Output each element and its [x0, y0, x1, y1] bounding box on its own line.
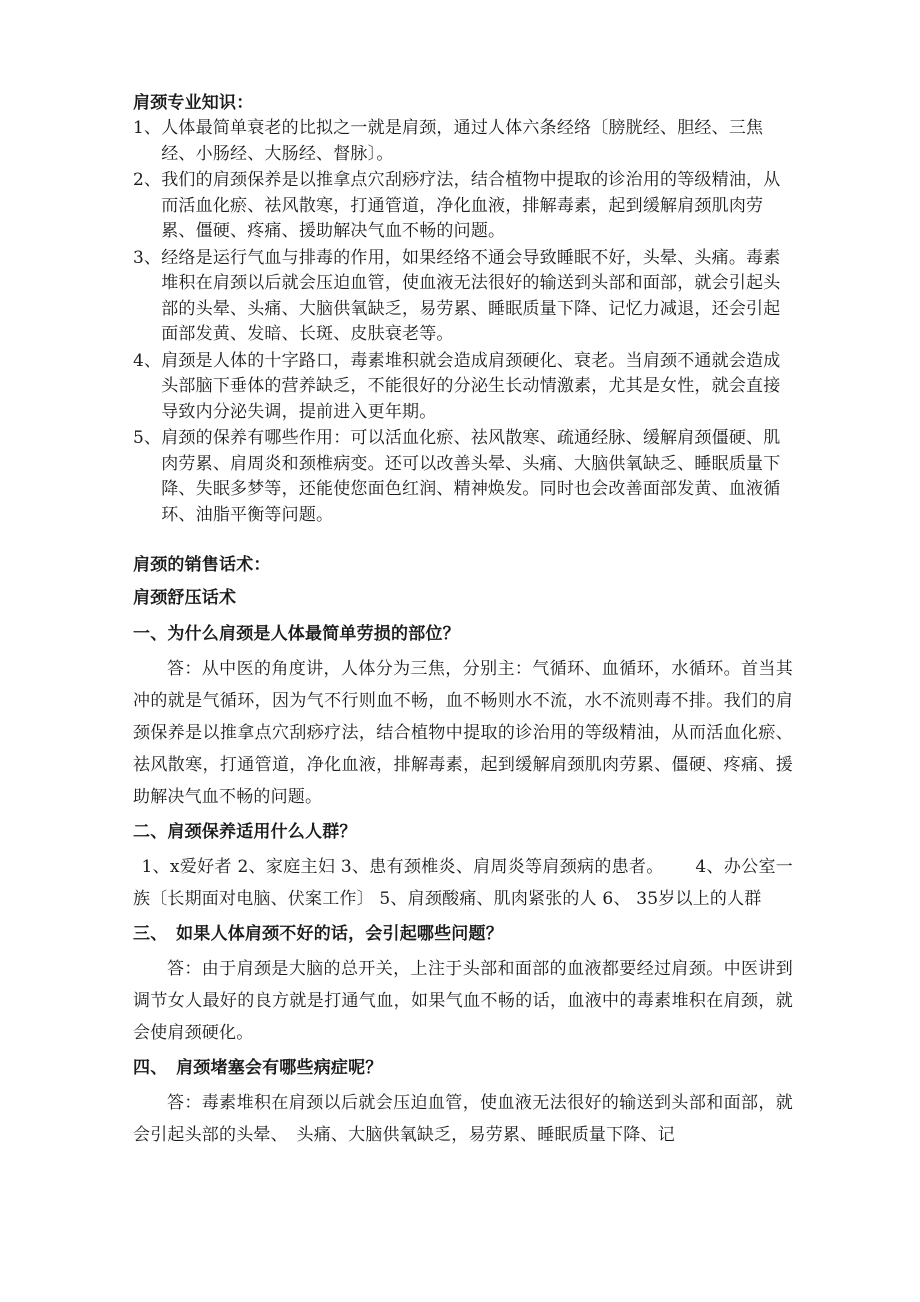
list-item-number: 2、 [133, 170, 162, 190]
qa-block [133, 621, 793, 813]
document-content [133, 90, 793, 1151]
list-item [133, 246, 793, 348]
question-heading: 三、 如果人体肩颈不好的话，会引起哪些问题？ [133, 924, 503, 944]
question-heading: 一、为什么肩颈是人体最简单劳损的部位？ [133, 624, 460, 644]
list-item-number: 4、 [133, 350, 162, 371]
list-item [133, 168, 793, 245]
list-item-number: 1、 [133, 118, 162, 138]
qa-block [133, 1055, 793, 1151]
list-item [133, 426, 793, 528]
list-item-number: 3、 [133, 247, 162, 268]
list-item [133, 349, 793, 426]
section-title-sales: 肩颈的销售话术： [133, 555, 271, 575]
answer-paragraph: 答：毒素堆积在肩颈以后就会压迫血管，使血液无法很好的输送到头部和面部，就会引起头部的头晕、 头痛、大脑供氧缺乏，易劳累、睡眠质量下降、记 [133, 1093, 793, 1145]
answer-paragraph: 答：由于肩颈是大脑的总开关，上注于头部和面部的血液都要经过肩颈。中医讲到调节女人最好的良方就是打通气血，如果气血不畅的话，血液中的毒素堆积在肩颈，就会使肩颈硬化。 [133, 959, 793, 1043]
section-spacer [133, 529, 793, 549]
list-item-text: 我们的肩颈保养是以推拿点穴刮痧疗法，结合植物中提取的诊治用的等级精油，从而活血化瘀、祛风散寒，打通管道，净化血液，排解毒素，起到缓解肩颈肌肉劳累、僵硬、疼痛、援助解决气血不畅的问题。 [161, 170, 781, 241]
question-heading: 四、 肩颈堵塞会有哪些病症呢？ [133, 1058, 383, 1078]
list-item [133, 116, 793, 167]
answer-paragraph: 1、x爱好者 2、家庭主妇 3、患有颈椎炎、肩周炎等肩颈病的患者。 4、办公室一族〔长期面对电脑、伏案工作〕 5、肩颈酸痛、肌肉紧张的人 6、 35岁以上的人群 [133, 857, 793, 909]
list-item-text: 经络是运行气血与排毒的作用，如果经络不通会导致睡眠不好，头晕、头痛。毒素堆积在肩颈以后就会压迫血管，使血液无法很好的输送到头部和面部，就会引起头部的头晕、头痛、大脑供氧缺乏，易劳累、睡眠质量下降、记忆力减退，还会引起面部发黄、发暗、长斑、皮肤衰老等。 [161, 247, 781, 344]
knowledge-list [133, 116, 793, 528]
qa-block [133, 819, 793, 915]
list-item-number: 5、 [133, 428, 162, 448]
question-heading: 二、肩颈保养适用什么人群？ [133, 822, 357, 842]
section-title-knowledge: 肩颈专业知识： [133, 93, 254, 113]
qa-block [133, 921, 793, 1049]
list-item-text: 人体最简单衰老的比拟之一就是肩颈，通过人体六条经络〔膀胱经、胆经、三焦经、小肠经、大肠经、督脉〕。 [161, 118, 764, 164]
section-subtitle: 肩颈舒压话术 [133, 588, 237, 608]
list-item-text: 肩颈的保养有哪些作用：可以活血化瘀、祛风散寒、疏通经脉、缓解肩颈僵硬、肌肉劳累、肩周炎和颈椎病变。还可以改善头晕、头痛、大脑供氧缺乏、睡眠质量下降、失眠多梦等，还能使您面色红润、精神焕发。同时也会改善面部发黄、血液循环、油脂平衡等问题。 [161, 428, 781, 525]
answer-paragraph: 答：从中医的角度讲，人体分为三焦，分别主：气循环、血循环，水循环。首当其冲的就是气循环，因为气不行则血不畅，血不畅则水不流，水不流则毒不排。我们的肩颈保养是以推拿点穴刮痧疗法，结合植物中提取的诊治用的等级精油，从而活血化瘀、祛风散寒，打通管道，净化血液，排解毒素，起到缓解肩颈肌肉劳累、僵硬、疼痛、援助解决气血不畅的问题。 [133, 659, 793, 807]
list-item-text: 肩颈是人体的十字路口，毒素堆积就会造成肩颈硬化、衰老。当肩颈不通就会造成头部脑下垂体的营养缺乏，不能很好的分泌生长动情激素，尤其是女性，就会直接导致内分泌失调，提前进入更年期。 [161, 350, 781, 422]
